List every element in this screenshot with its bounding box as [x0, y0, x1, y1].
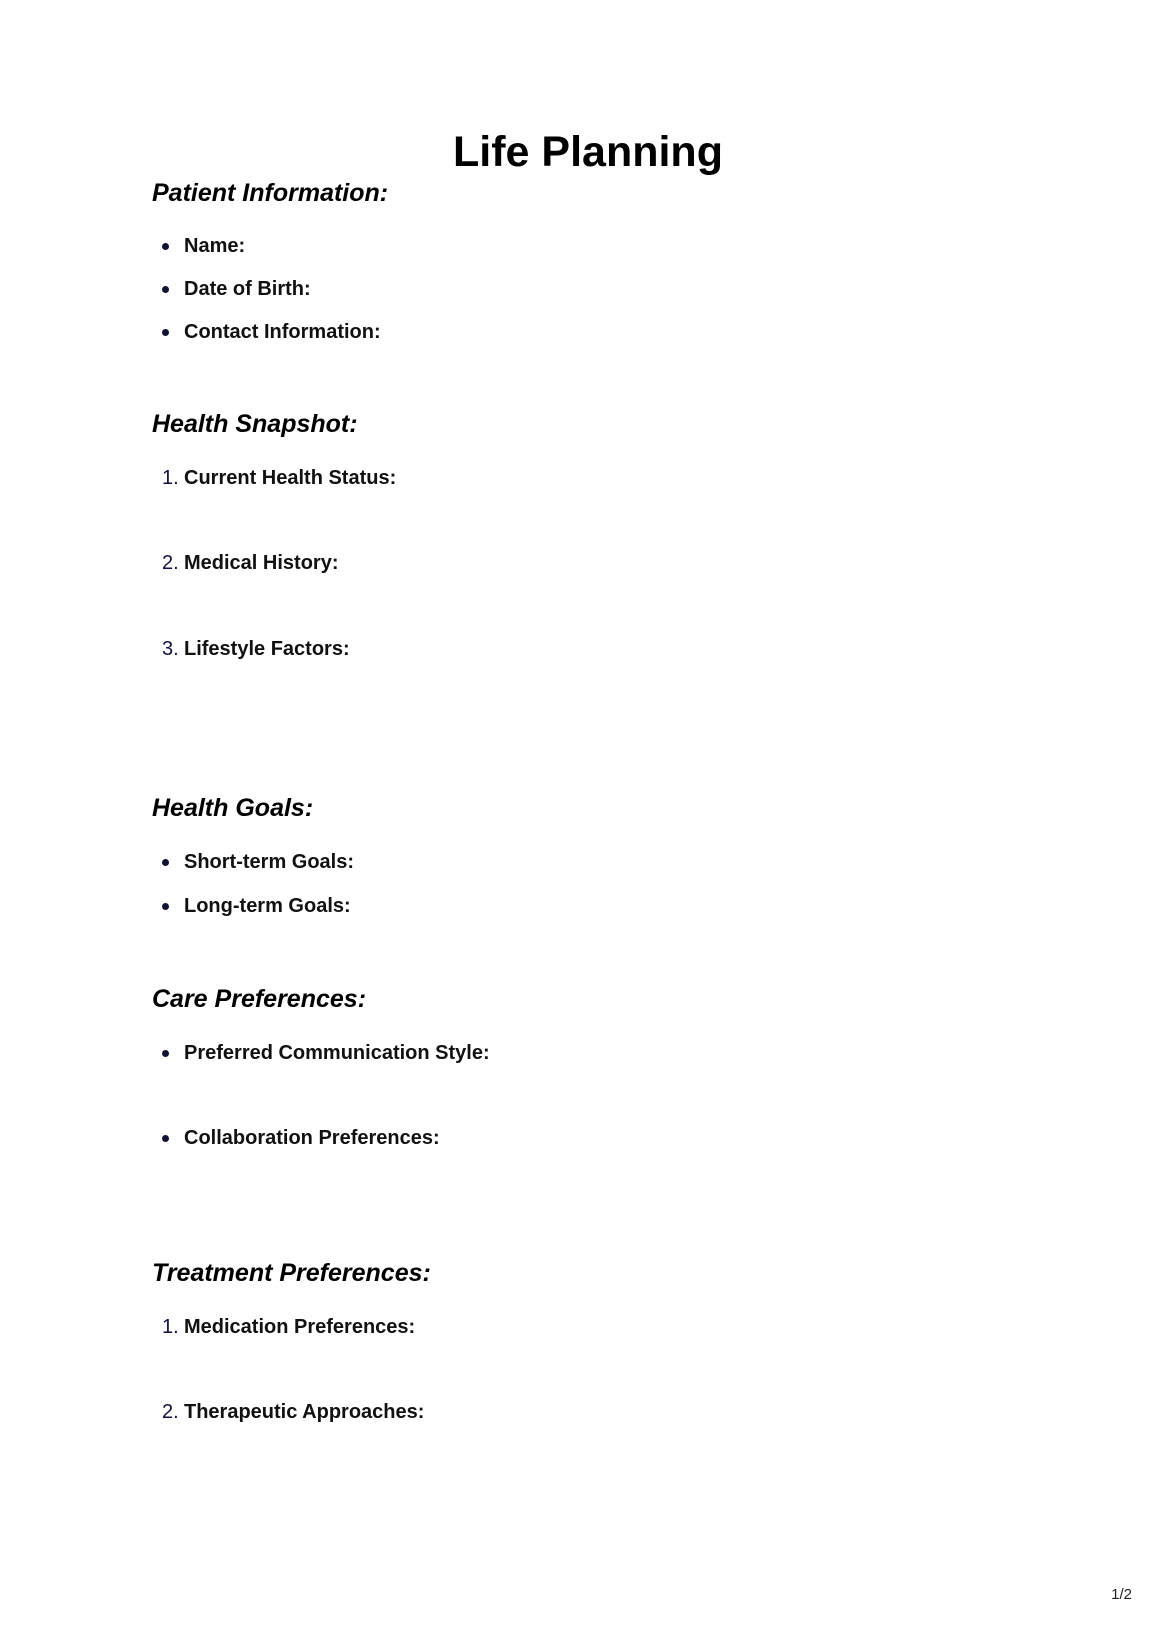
- document-title: Life Planning: [453, 127, 723, 176]
- bullet-icon: [162, 1050, 169, 1057]
- bullet-icon: [162, 286, 169, 293]
- field-label-date-of-birth: Date of Birth:: [184, 278, 311, 300]
- section-heading-health-snapshot: Health Snapshot:: [152, 410, 358, 438]
- section-heading-treatment-preferences: Treatment Preferences:: [152, 1259, 431, 1287]
- field-label-short-term-goals: Short-term Goals:: [184, 851, 355, 873]
- section-heading-health-goals: Health Goals:: [152, 794, 314, 822]
- page-number: 1/2: [1111, 1586, 1132, 1603]
- bullet-icon: [162, 903, 169, 910]
- list-number: 2.: [162, 552, 179, 574]
- list-number: 1.: [162, 1316, 179, 1338]
- field-label-preferred-communication-style: Preferred Communication Style:: [184, 1042, 490, 1064]
- section-heading-patient-information: Patient Information:: [152, 179, 389, 207]
- field-label-current-health-status: Current Health Status:: [184, 467, 397, 489]
- field-label-therapeutic-approaches: Therapeutic Approaches:: [184, 1401, 425, 1423]
- bullet-icon: [162, 1135, 169, 1142]
- field-label-collaboration-preferences: Collaboration Preferences:: [184, 1127, 440, 1149]
- bullet-icon: [162, 859, 169, 866]
- section-heading-care-preferences: Care Preferences:: [152, 985, 367, 1013]
- list-number: 3.: [162, 638, 179, 660]
- list-number: 1.: [162, 467, 179, 489]
- bullet-icon: [162, 243, 169, 250]
- field-label-long-term-goals: Long-term Goals:: [184, 895, 351, 917]
- field-label-name: Name:: [184, 235, 246, 257]
- field-label-contact-information: Contact Information:: [184, 321, 381, 343]
- bullet-icon: [162, 329, 169, 336]
- list-number: 2.: [162, 1401, 179, 1423]
- field-label-medication-preferences: Medication Preferences:: [184, 1316, 416, 1338]
- field-label-lifestyle-factors: Lifestyle Factors:: [184, 638, 350, 660]
- field-label-medical-history: Medical History:: [184, 552, 339, 574]
